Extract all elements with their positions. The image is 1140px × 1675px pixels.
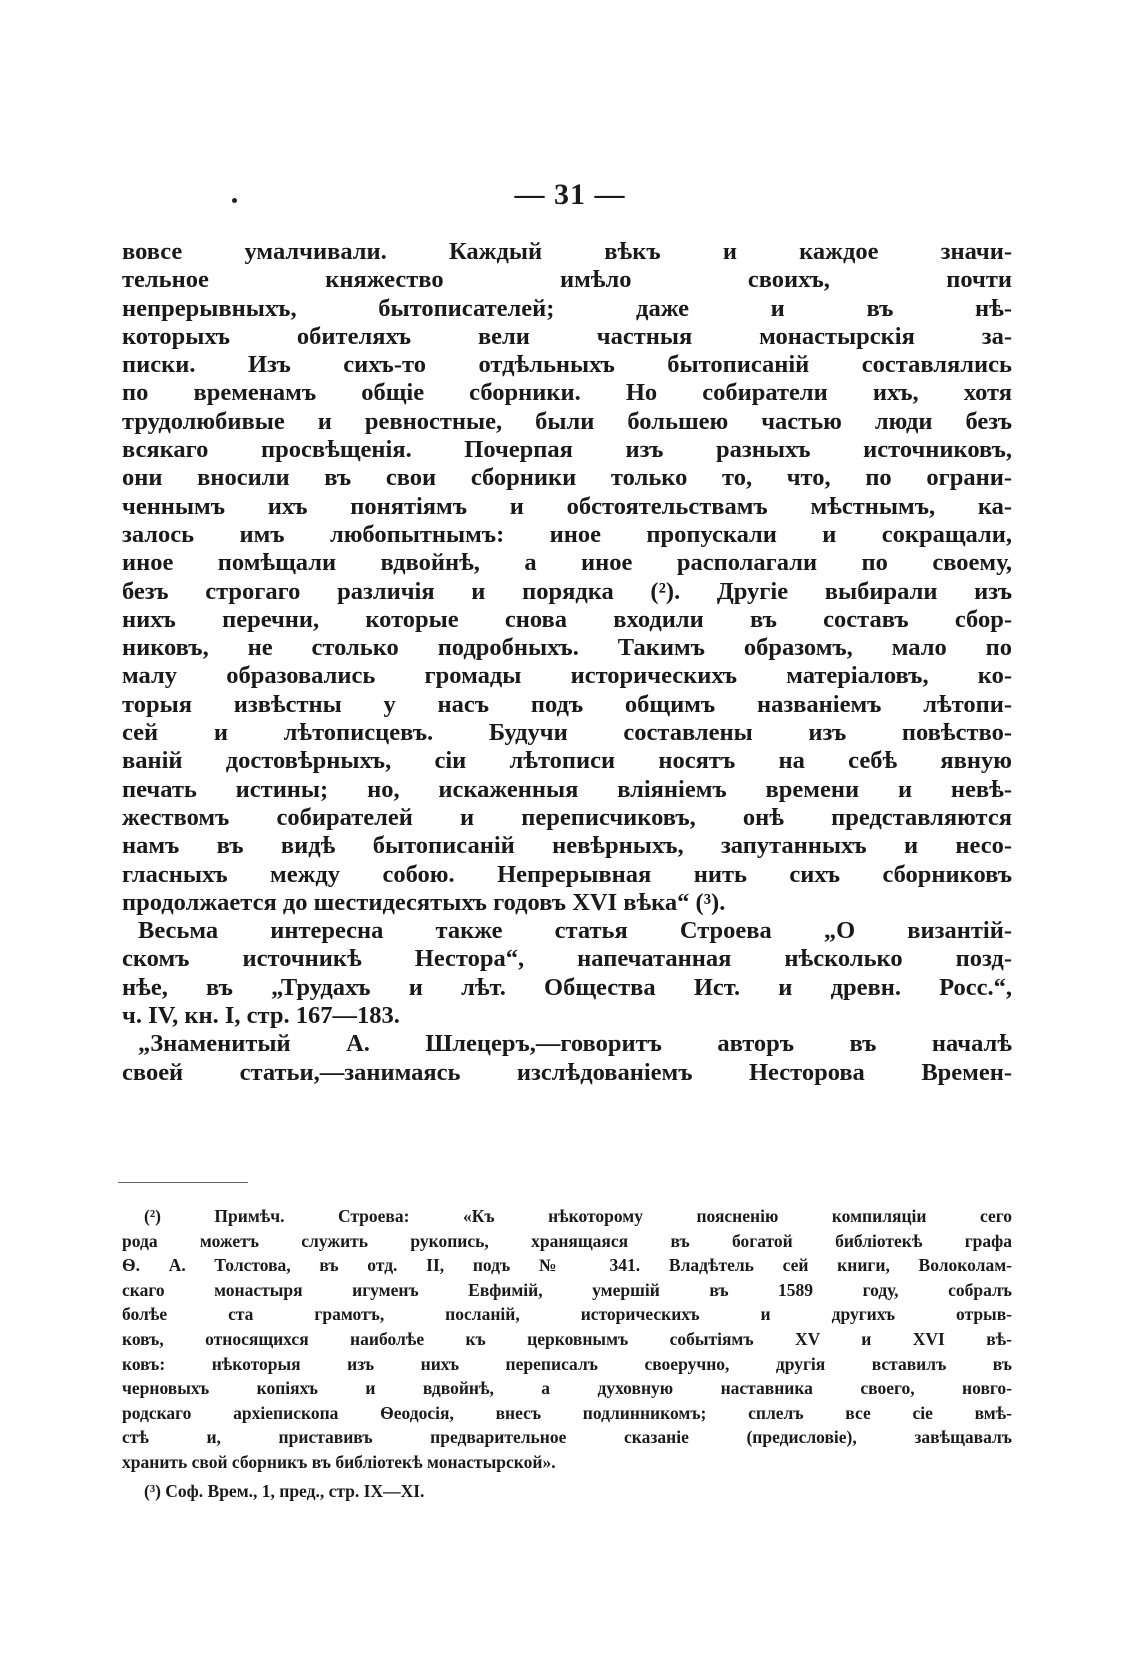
text-line: жествомъ собирателей и переписчиковъ, онѣ представляются: [122, 803, 1012, 831]
footnote-line: болѣе ста грамотъ, посланій, историческихъ и другихъ отрыв-: [122, 1304, 1012, 1325]
text-line: малу образовались громады историческихъ матеріаловъ, ко-: [122, 662, 1012, 690]
text-line: ваній достовѣрныхъ, сіи лѣтописи носятъ на себѣ явную: [122, 747, 1012, 775]
text-line: иное помѣщали вдвойнѣ, а иное располагали по своему,: [122, 549, 1012, 577]
text-line: нѣе, въ „Трудахъ и лѣт. Общества Ист. и древн. Росс.“,: [122, 973, 1012, 1001]
text-line: непрерывныхъ, бытописателей; даже и въ нѣ-: [122, 294, 1012, 322]
footnote-line: (³) Соф. Врем., 1, пред., стр. IX—XI.: [144, 1480, 425, 1501]
text-line: Весьма интересна также статья Строева „О византій-: [138, 917, 1012, 945]
text-line: вовсе умалчивали. Каждый вѣкъ и каждое значи-: [122, 238, 1012, 265]
text-line: которыхъ обителяхъ вели частныя монастырскія за-: [122, 322, 1012, 350]
text-line: намъ въ видѣ бытописаній невѣрныхъ, запутанныхъ и несо-: [122, 832, 1012, 860]
text-line: трудолюбивые и ревностные, были большею частью люди безъ: [122, 407, 1012, 435]
text-line: гласныхъ между собою. Непрерывная нить сихъ сборниковъ: [122, 860, 1012, 888]
footnotes: [122, 1204, 1012, 1503]
footnote-line: черновыхъ копіяхъ и вдвойнѣ, а духовную наставника своего, новго-: [122, 1378, 1012, 1399]
text-line: „Знаменитый А. Шлецеръ,—говоритъ авторъ въ началѣ: [138, 1030, 1012, 1058]
footnote-line: стѣ и, приставивъ предварительное сказаніе (предисловіе), завѣщавалъ: [122, 1427, 1012, 1448]
page-number: — 31 —: [514, 178, 626, 211]
text-line: никовъ, не столько подробныхъ. Такимъ образомъ, мало по: [122, 634, 1012, 662]
text-line: всякаго просвѣщенія. Почерпая изъ разныхъ источниковъ,: [122, 436, 1012, 464]
text-line: безъ строгаго различія и порядка (²). Другіе выбирали изъ: [122, 577, 1012, 605]
text-line: они вносили въ свои сборники только то, что, по ограни-: [122, 464, 1012, 492]
text-line: писки. Изъ сихъ-то отдѣльныхъ бытописаній составлялись: [122, 351, 1012, 379]
footnote-line: ковъ, относящихся наиболѣе къ церковнымъ событіямъ XV и XVI вѣ-: [122, 1328, 1012, 1349]
footnote-line: хранить свой сборникъ въ библіотекѣ монастырской».: [122, 1451, 556, 1472]
text-line: по временамъ общіе сборники. Но собиратели ихъ, хотя: [122, 379, 1012, 407]
text-line: сей и лѣтописцевъ. Будучи составлены изъ повѣство-: [122, 719, 1012, 747]
footnote-line: родскаго архіепископа Ѳеодосія, внесъ подлинникомъ; сплелъ все сіе вмѣ-: [122, 1402, 1012, 1423]
text-line: тельное княжество имѣло своихъ, почти: [122, 266, 1012, 294]
text-line: печать истины; но, искаженныя вліяніемъ времени и невѣ-: [122, 775, 1012, 803]
main-text: [122, 238, 1012, 1087]
text-line: продолжается до шестидесятыхъ годовъ XVI вѣка“ (³).: [122, 888, 726, 916]
footnote-line: (²) Примѣч. Строева: «Къ нѣкоторому поясненію компиляціи сего: [144, 1206, 1012, 1226]
footnote-line: рода можетъ служить рукопись, хранящаяся въ богатой библіотекѣ графа: [122, 1230, 1012, 1251]
text-line: залось имъ любопытнымъ: иное пропускали и сокращали,: [122, 520, 1012, 548]
text-line: нихъ перечни, которые снова входили въ составъ сбор-: [122, 605, 1012, 633]
text-line: скомъ источникѣ Нестора“, напечатанная нѣсколько позд-: [122, 945, 1012, 973]
text-line: ченнымъ ихъ понятіямъ и обстоятельствамъ мѣстнымъ, ка-: [122, 492, 1012, 520]
footnote-line: ковъ: нѣкоторыя изъ нихъ переписалъ своеручно, другія вставилъ въ: [122, 1353, 1012, 1374]
text-line: ч. IV, кн. I, стр. 167—183.: [122, 1002, 400, 1030]
footnote-line: скаго монастыря игуменъ Евфимій, умершій въ 1589 году, собралъ: [122, 1279, 1012, 1300]
text-line: торыя извѣстны у насъ подъ общимъ названіемъ лѣтопи-: [122, 690, 1012, 718]
footnote-separator: [118, 1182, 248, 1183]
text-line: своей статьи,—занимаясь изслѣдованіемъ Несторова Времен-: [122, 1058, 1012, 1086]
footnote-line: Ѳ. А. Толстова, въ отд. II, подъ № 341. Владѣтель сей книги, Волоколам-: [122, 1255, 1012, 1276]
